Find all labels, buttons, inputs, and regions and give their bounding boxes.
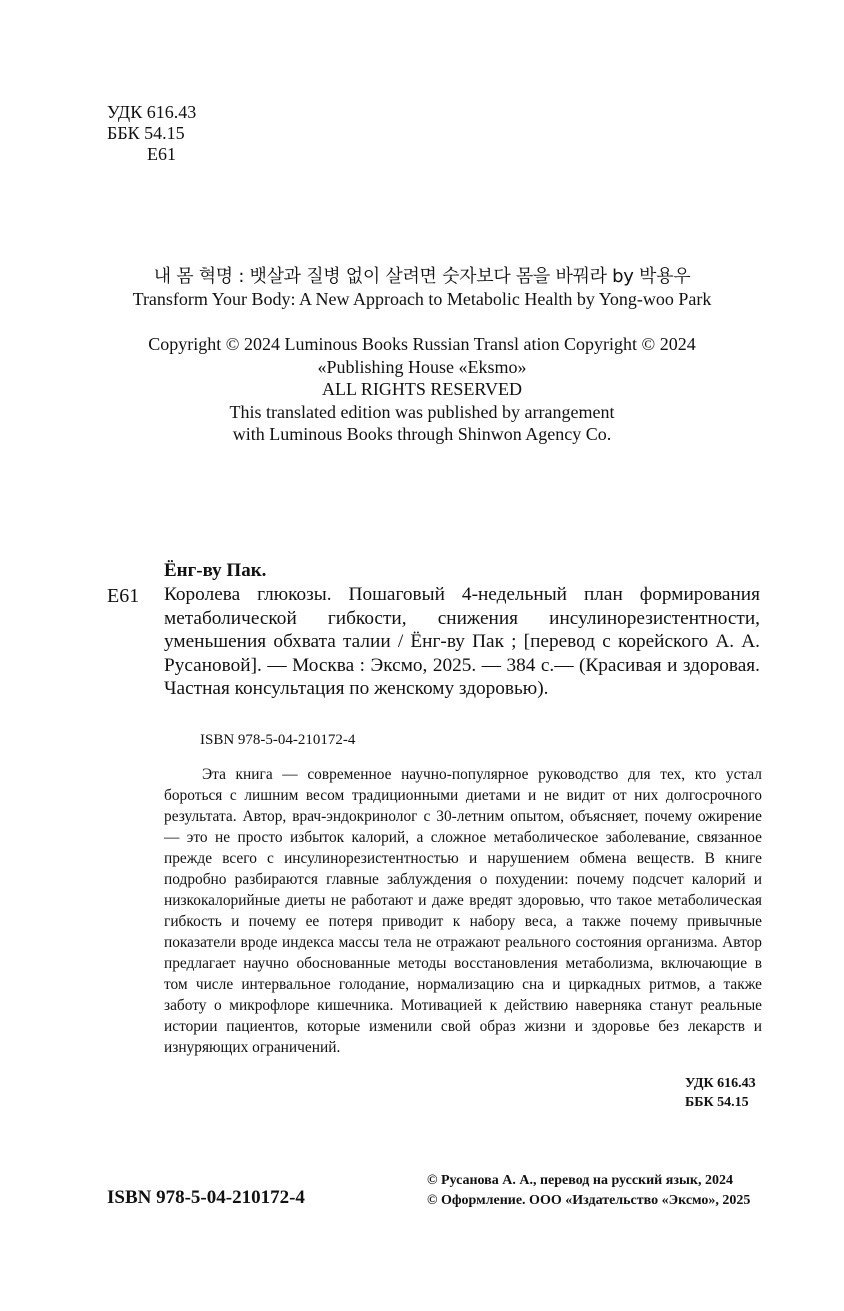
copyright-line: Copyright © 2024 Luminous Books Russian Transl ation Copyright © 2024 <box>148 334 696 354</box>
original-english-title: Transform Your Body: A New Approach to Metabolic Health by Yong-woo Park <box>132 289 712 309</box>
bibliographic-description: Королева глюкозы. Пошаговый 4-недельный план формирования метаболической гибкости, снижения инсулинорезистентности, уменьшения обхвата талии / Ёнг-ву Пак ; [перевод с корейского А. А. Русановой]. — Москва : Эксмо, 2025. — 384 с.— (Красивая и здоровая. Частная консультация по женскому здоровью). <box>164 584 760 699</box>
author-mark: Е61 <box>147 144 176 164</box>
annotation-text: Эта книга — современное научно-популярное руководство для тех, кто устал бороться с лишним весом традиционными диетами и не видит от них долгосрочного результата. Автор, врач-эндокринолог с 30-летним опытом, объясняет, почему ожирение — это не просто избыток калорий, а сложное метаболическое заболевание, связанное прежде всего с инсулинорезистентностью и нарушением обмена веществ. В книге подробно разбираются главные заблуждения о похудении: почему подсчет калорий и низкокалорийные диеты не работают и даже вредят здоровью, что такое метаболическая гибкость и почему ее потеря приводит к набору веса, а также почему привычные показатели вроде индекса массы тела не отражают реального состояния организма. Автор предлагает научно обоснованные методы восстановления метаболизма, включающие в том числе интервальное голодание, нормализацию сна и циркадных ритмов, а также заботу о микрофлоре кишечника. Мотивацией к действию наверняка станут реальные истории пациентов, которые изменили свой образ жизни и здоровье без лекарств и изнуряющих ограничений. <box>164 766 762 1056</box>
copyright-line: with Luminous Books through Shinwon Agency Co. <box>232 424 612 445</box>
annotation-codes <box>685 1074 756 1112</box>
copyright-line: This translated edition was published by arrangement <box>229 401 615 422</box>
bibliographic-code: Е61 <box>107 585 140 607</box>
bbk-code: ББК 54.15 <box>107 123 185 143</box>
footer-isbn: ISBN 978-5-04-210172-4 <box>107 1187 305 1208</box>
design-rights: © Оформление. ООО «Издательство «Эксмо», 2025 <box>427 1193 751 1208</box>
author-heading: Ёнг-ву Пак. <box>164 560 267 581</box>
copyright-notice <box>0 333 844 446</box>
copyright-line: ALL RIGHTS RESERVED <box>322 379 522 400</box>
isbn-line: ISBN 978-5-04-210172-4 <box>200 732 356 748</box>
rights-notice <box>427 1171 750 1211</box>
annotation-bbk: ББК 54.15 <box>685 1095 749 1110</box>
udk-code: УДК 616.43 <box>107 102 197 122</box>
translation-rights: © Русанова А. А., перевод на русский язык, 2024 <box>427 1173 733 1188</box>
original-korean-title: 내 몸 혁명 : 뱃살과 질병 없이 살려면 숫자보다 몸을 바꿔라 by 박용우 <box>153 266 691 287</box>
annotation-udk: УДК 616.43 <box>685 1076 756 1091</box>
copyright-line: «Publishing House «Eksmo» <box>317 356 527 377</box>
classification-codes <box>107 102 196 165</box>
